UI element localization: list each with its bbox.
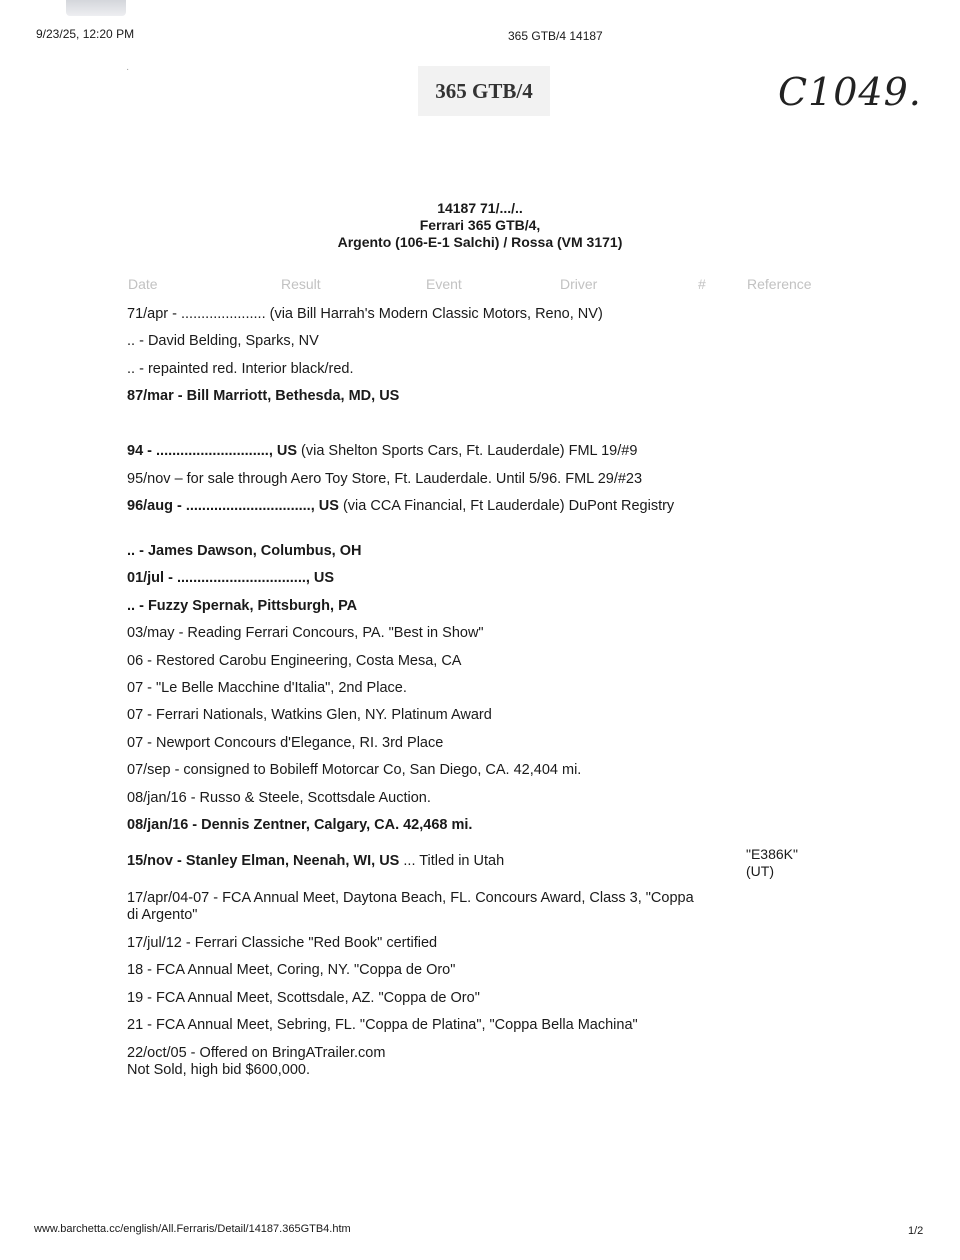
- print-date: 9/23/25, 12:20 PM: [36, 27, 135, 41]
- history-entry: 01/jul - ................................, US: [127, 570, 335, 586]
- history-entry: 07 - "Le Belle Macchine d'Italia", 2nd Place.: [127, 680, 407, 696]
- scan-artifact: [66, 0, 126, 16]
- history-entry: .. - repainted red. Interior black/red.: [127, 361, 354, 377]
- column-header-driver: Driver: [560, 276, 598, 292]
- history-entry: 94 - ............................, US (via Shelton Sports Cars, Ft. Lauderdale) FML 19/#9: [127, 443, 638, 459]
- history-entry: 18 - FCA Annual Meet, Coring, NY. "Coppa de Oro": [127, 962, 456, 978]
- history-entry: 07 - Newport Concours d'Elegance, RI. 3rd Place: [127, 735, 444, 751]
- history-entry: .. - Fuzzy Spernak, Pittsburgh, PA: [127, 598, 358, 614]
- reference-note: [746, 846, 798, 880]
- history-entry: 15/nov - Stanley Elman, Neenah, WI, US ... Titled in Utah: [127, 853, 505, 869]
- history-entry: 07 - Ferrari Nationals, Watkins Glen, NY. Platinum Award: [127, 707, 492, 723]
- history-entry: .. - David Belding, Sparks, NV: [127, 333, 319, 349]
- footer-page-number: 1/2: [908, 1225, 924, 1237]
- print-page-title: 365 GTB/4 14187: [508, 29, 603, 43]
- car-header: [0, 200, 960, 251]
- history-entry: 21 - FCA Annual Meet, Sebring, FL. "Coppa de Platina", "Coppa Bella Machina": [127, 1017, 638, 1033]
- reference-plate: "E386K": [746, 846, 798, 862]
- history-entry: 08/jan/16 - Russo & Steele, Scottsdale Auction.: [127, 790, 431, 806]
- reference-state: (UT): [746, 863, 774, 879]
- history-entry: 03/may - Reading Ferrari Concours, PA. "Best in Show": [127, 625, 484, 641]
- column-header-event: Event: [426, 276, 462, 292]
- model-logo: [418, 66, 550, 116]
- history-entry: 08/jan/16 - Dennis Zentner, Calgary, CA. 42,468 mi.: [127, 817, 473, 833]
- history-entry: 19 - FCA Annual Meet, Scottsdale, AZ. "Coppa de Oro": [127, 990, 480, 1006]
- car-chassis: 14187 71/.../..: [437, 200, 523, 216]
- column-header-result: Result: [281, 276, 321, 292]
- car-colors: Argento (106-E-1 Salchi) / Rossa (VM 3171): [337, 234, 623, 250]
- history-entry: 17/apr/04-07 - FCA Annual Meet, Daytona Beach, FL. Concours Award, Class 3, "Coppa di Argento": [127, 890, 694, 923]
- history-entry: 87/mar - Bill Marriott, Bethesda, MD, US: [127, 388, 400, 404]
- history-entry: 96/aug - ..............................., US (via CCA Financial, Ft Lauderdale) DuPont Registry: [127, 498, 675, 514]
- history-entry: 71/apr - ..................... (via Bill Harrah's Modern Classic Motors, Reno, NV): [127, 306, 603, 322]
- column-header-number: #: [698, 276, 706, 292]
- column-header-reference: Reference: [747, 276, 812, 292]
- scan-speck: ·: [126, 64, 130, 75]
- handwritten-note: C1049.: [778, 70, 922, 114]
- history-entry: 17/jul/12 - Ferrari Classiche "Red Book" certified: [127, 935, 438, 951]
- column-header-date: Date: [128, 276, 158, 292]
- history-entry: Not Sold, high bid $600,000.: [127, 1062, 310, 1078]
- history-entry: 06 - Restored Carobu Engineering, Costa Mesa, CA: [127, 653, 462, 669]
- footer-url: www.barchetta.cc/english/All.Ferraris/Detail/14187.365GTB4.htm: [34, 1223, 351, 1235]
- history-entry: 22/oct/05 - Offered on BringATrailer.com: [127, 1045, 386, 1061]
- history-entry: .. - James Dawson, Columbus, OH: [127, 543, 362, 559]
- history-entry: 95/nov – for sale through Aero Toy Store, Ft. Lauderdale. Until 5/96. FML 29/#23: [127, 471, 643, 487]
- model-logo-text: 365 GTB/4: [435, 78, 533, 103]
- car-model: Ferrari 365 GTB/4,: [419, 217, 541, 233]
- history-entry: 07/sep - consigned to Bobileff Motorcar Co, San Diego, CA. 42,404 mi.: [127, 762, 582, 778]
